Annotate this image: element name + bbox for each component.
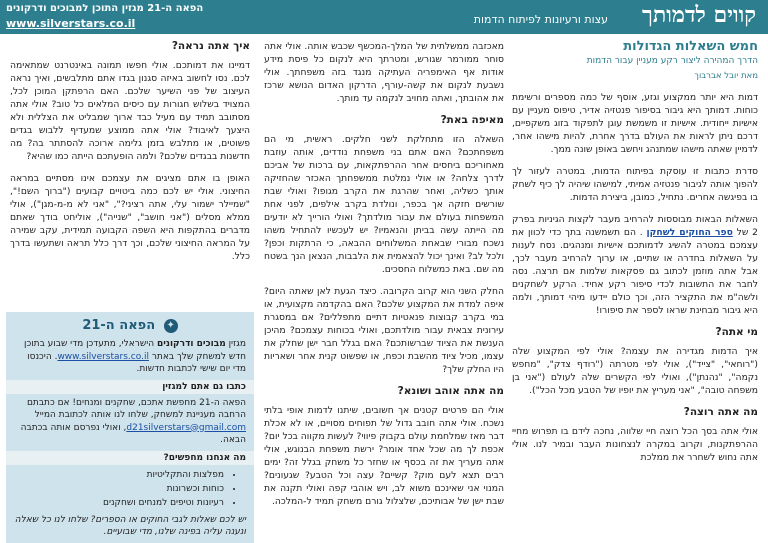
section-heading-want: מה אתה רוצה?: [683, 406, 758, 418]
article-title: חמש השאלות הגדולות: [623, 39, 758, 54]
paragraph: דמות היא יותר ממקצוע וגזע, אוסף של כמה מספרים ורשימת כוחות. דמותך היא גיבור בסיפור פנטזיה אדיר, טיפוס מעניין עם אישיות ייחודית. אישיות זו משמשת עוגן לתפקוד בזוג משקפיים, דרכם ניתן לראות את העולם בדרך אחרת, להיות מישהו אחר, לדמיין שאתה מישהו שמתנהג ויחשב באופן שונה ממך.: [512, 92, 758, 155]
paragraph: אולי אתה בסך הכל רוצה חיי שלווה, נחכה לידם בו תפרוש מחיי ההרפתקנות, וקרוב במקרה לנצחונות העבר ובמיר לנו. אולי אתה נחוש לשחרר את ממלכת: [512, 426, 758, 463]
promo-section-seeking: מה אנחנו מחפשים?: [6, 451, 254, 465]
list-item: • כוחות וכשרונות: [6, 482, 224, 496]
promo-site-link[interactable]: www.silverstars.co.il: [57, 351, 149, 362]
email-link[interactable]: d21silverstars@gmail.com: [126, 422, 246, 433]
promo-section-write: כתבו גם אתם למגזין: [6, 380, 254, 394]
section-heading-who: מי אתה?: [715, 326, 758, 338]
site-link[interactable]: www.silverstars.co.il: [6, 17, 136, 30]
section-heading-love: מה אתה אוהב ושונא?: [397, 385, 504, 397]
paragraph: אולי הם פרטים קטנים אך חשובים, שיתנו לדמות אופי בלתי נשכח. אולי אתה חובב גדול של תפוחים מסויים, או לא אכלת דבר מאז שמלחמת עולם בקבוק פיווי? לעשות מקווה בכל יום? אכפת לך מה שכל אחד אומר? ירשת משפחת הבנוגש, אולי אתה מעריך את זה בכסף או שחזר כל משחק בגלל זה? ימים רבים תצא לעם מוק? קשיים? עצה וכל הטבע? שגעונים? המנוי אני שאינכם משוא לב, ויש אוהבי קפה ואולי תקנה את שבת ישן של אבותיכם, שלצלול גורם משחק תמיד ל-המלכה.: [264, 405, 504, 507]
promo-footer: יש לכם שאלות לגבי החוקים או הספרים? שלחו לנו כל שאלה ונענה עליה בפינה שלנו, מדי שבועיים.: [14, 514, 246, 537]
right-column: [512, 40, 758, 473]
paragraph: השאלות הבאות מבוססות להרחיב מעבר לקצות הגיניות בפרק 2 של ספר החוקים לשחקן . הם תשמשנה בתך כדי לכוון את עצמכם במטרה להשיג לדמותכם אישיות ומנהגים. נסח לענות על השאלות בחדרה או שתיים, או ערוך להרחיב מעבר לכך, אבל אתה מוזמן לכתוב גם פסקאות שלמות אם תרצה. נסה לחבר את התשובות לכדי סיפור רקע אחיד. הרקע לשחקנים ולשה"מ את התקציר הזה, וכך כולם יידעו מיהי דמותך, ולמה היא גיבור מבחינת שראו לספר את סיפורו!: [512, 214, 759, 316]
page-subtitle: עצות ורעיונות לפיתוח הדמות: [473, 13, 608, 26]
promo-write-text: הפאה ה-21 מחפשת אתכם, שחקנים ומנחים! אם כתבתם הרחבה מעניינת למשחק, שלחו לנו אותה לכתובת המייל d21silverstars@gmail.com, ואולי נפרסם אותה בכתבה הבאה.: [20, 397, 246, 445]
header-banner: [0, 0, 768, 34]
middle-column: [264, 40, 504, 517]
promo-title: ✦ הפאה ה-21: [6, 318, 254, 333]
paragraph: החלק השני הוא קרוב הקרובה. כיצד הגעת לאן שאתה היום? איפה למדת את המקצוע שלכם? האם בהקדמה מקצועית, או במי בקרב קבוצות פנאטיות דתיים מתפללים? אם במסגרת עירונית צבאית עבור מולדתכם, ואולי בכוחות עצמכם? מהיכן הענשת את הציוד שברשותכם? האם בגלל חבר ישן שחלק את עצמו, מכיל ציוד מהשבת וכפח, או שפשוט קנית אחר ושאריות היו החלק שלך?: [264, 286, 504, 375]
paragraph: מאכזבה ממשלתית של המלך-המכשף שכבש אותה. אולי אתה סוחר ממורמר שגורש, ומטרתך היא לנקום כל פיסת מידע אודות אף האימפריה העתיקה מנגד בזה משפחתך. אולי נשבעת לנקום את קשה-עורף, הדרקון האדום הנושא שרכז את אהובתך, ואתה מחויב לנקמה עד מותך.: [264, 41, 504, 104]
left-column: [10, 40, 250, 272]
paragraph: האופן בו אתם מציגים את עצמכם אינו מסתיים במראה החיצוני. אולי יש לכם כמה ביטויים קבועים ("ברוך השם!", "שמיילר ישמור עלי, אתה רציני?", "אני לא מ-מ-מגן"), אולי ממלא מסלים ("אני חושב", "שנייה"), אוליחט בודך שאתם מדברים בהתקפות היא השפה הקבועה תמידית, עקב שמירה על המראה החיצוני שלכם, וכך דרך כלל תראה ושתעשו בדרך כלל.: [10, 173, 250, 262]
promo-intro: מגזין מבוכים ודרקונים הישראלי, מתעדכן מדי שבוע בתוכן חדש למשחק שלך באתר www.silverstars.co.il. היכנסו מדי יום שישי לכתבות חדשות.: [24, 339, 246, 374]
list-item: • רעיונות וטיפים למנחים ושחקנים: [6, 496, 224, 510]
seeking-list: [6, 468, 224, 510]
section-heading-from: מאיפה באת?: [440, 114, 504, 126]
issue-label: הפאה ה-21 מגזין התוכן למבוכים ודרקונים: [6, 3, 204, 14]
rulebook-link[interactable]: ספר החוקים לשחקן: [646, 227, 733, 238]
article-author: מאת יובל אברבוך: [694, 71, 758, 81]
article-subtitle: הדרך המהירה ליצור רקע מעניין עבור הדמות: [586, 56, 758, 66]
promo-box: [6, 312, 254, 543]
paragraph: סדרת כתבות זו עוסקת בפיתוח הדמות, במטרה לעזור לך להפוך אותה לגיבור פנטזיה אמיתי, למישהו שיהיה לך כיף לשחק בו בפיגשה אחרים. נתחיל, כמובן, ביצירת הדמות.: [512, 166, 758, 203]
list-item: • מפלצות והתקליטיות: [6, 468, 224, 482]
page-title: קווים לדמותך: [642, 2, 756, 28]
d20-icon: ✦: [164, 319, 178, 333]
paragraph: איך הדמות מגדירה את עצמה? אולי לפי המקצוע שלה ("רוחאי", "צייד"), אולי לפי מטרתה ("רודף צדק", "מחפש נקמה", "נהנתן"), ואולי לפי הקשרים שלה לעולם ("אני בן משפחה טובה", "אני מעריץ את יופיו של הטבע מכל הכל").: [512, 346, 758, 396]
section-heading-look: איך אתה נראה?: [171, 40, 250, 52]
paragraph: דמיינו את דמותכם. אולי חפשו תמונה באינטרנט שמתאימה לכם. נסו לחשוב באיזה סגנון בגדו אתם מתלבשים, ואיך נראה העיצוב של פני השיער שלכם. האם הרפתקן המוכן לכל, המצויד בשלוש חגורות עם כיסים המלאים כל טוב? אולי אתה מסתובב תמיד עם מעיל כבד ארוך שמבליט את הצללית ולא היצעך לאיבוד? אולי אתה ממוצע שמעדיף ללבוש בגדים פשוטים, או מתלבש בזמן גלימה ארוכה להסתתר בה? מה חדשנות בבגדים שלכם? ולמה הופעתכם הייתה כמו שהיא?: [10, 60, 250, 162]
paragraph: השאלה הזו מתחלקת לשני חלקים. ראשית, מי הם משפחתכם? האם אתם בני משפחת נודדים, אותה עוזבת מאחוריכם ביחסים אחר ההרפתקאות, עם ברכות של אביכם לדרך צלחה? או אולי נמלטת ממשפחתך האכזר שהחזיקה אותך כשליה, ואחר שהרגת את הקרב מגופו? ואולי שבת שורשים חזקה אך בכפר, ונולדת בקרב אילפים, לפני אחת המשפחות בעולם את עבור מולדתך? ואולי הורייך לא יודעים מה הייתה עשה בביתן והנאמיו? יש לעכשיו להתחיל משהו נשכח מבורי שבאחת המשלוחים ההבאה, כי הרתקות וכפן? ולכל לב? ואינך יכול להצאמית את הלבבות, הנצאן הנך בשטח מה שם. באת כמשלוח החסכים.: [264, 134, 504, 275]
